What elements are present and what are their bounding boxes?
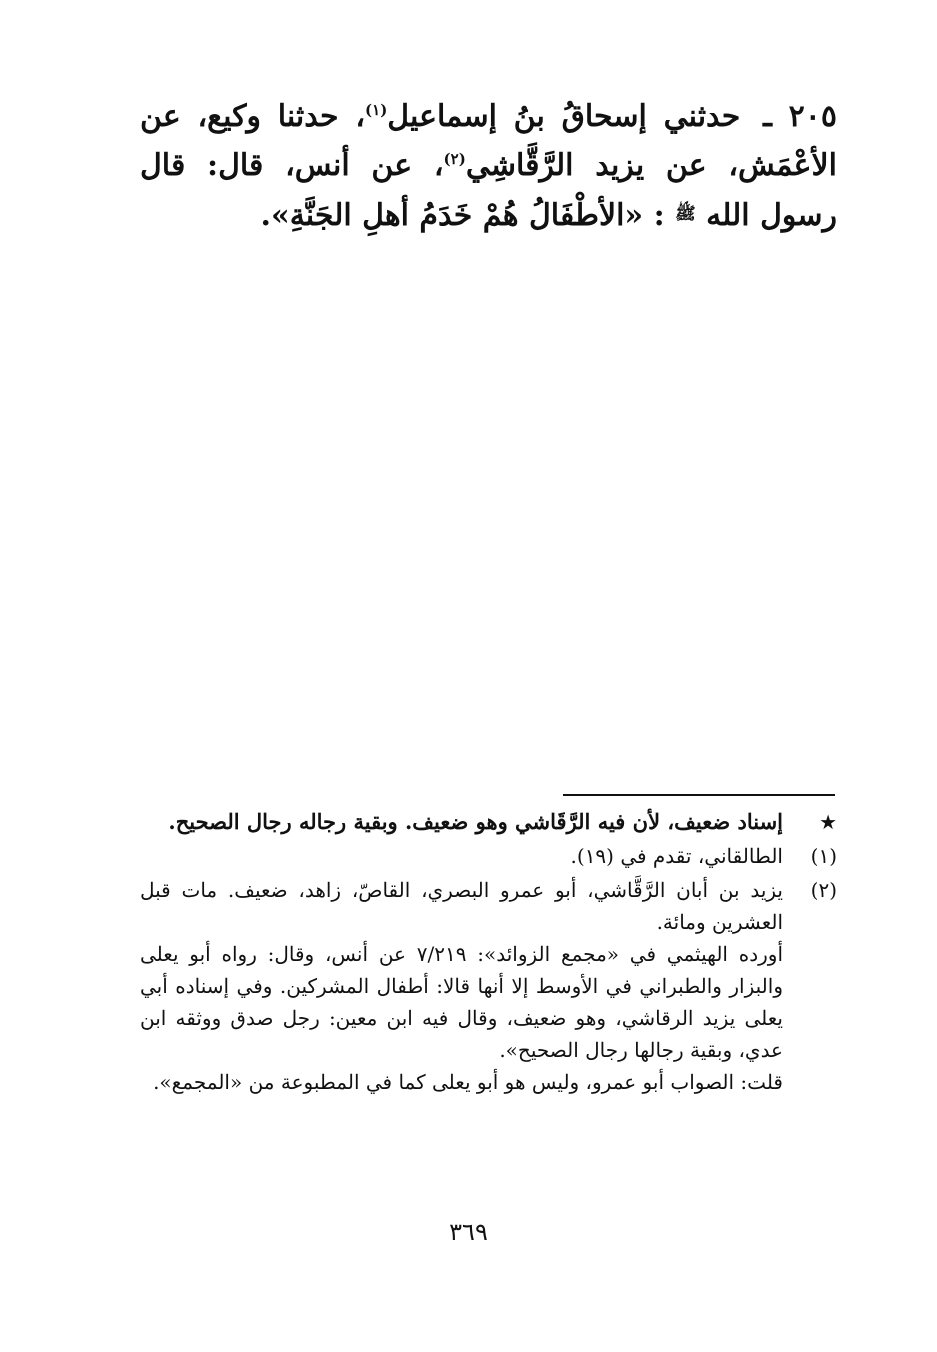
footnote-2-paragraph-3: قلت: الصواب أبو عمرو، وليس هو أبو يعلى كما في المطبوعة من «المجمع». — [153, 1070, 783, 1094]
salawat-glyph: ﷺ — [675, 204, 696, 224]
footnote-2-text: يزيد بن أبان الرَّقَّاشي، أبو عمرو البصري، القاصّ، زاهد، ضعيف. مات قبل العشرين ومائة. — [140, 878, 783, 934]
hadith-number: ٢٠٥ ـ — [763, 99, 838, 134]
footnote-1 — [140, 840, 837, 872]
star-icon: ★ — [819, 810, 837, 834]
grading-note — [140, 806, 837, 838]
page-number: ٣٦٩ — [449, 1218, 488, 1246]
footnote-2-paragraph-2: أورده الهيثمي في «مجمع الزوائد»: ٧/٢١٩ عن أنس، وقال: رواه أبو يعلى والبزار والطبراني في الأوسط إلا أنها قالا: أطفال المشركين. وفي إسناده أبي يعلى يزيد الرقاشي، وهو ضعيف، وقال فيه ابن معين: رجل صدق ووثقه ابن عدي، وبقية رجالها رجال الصحيح». — [140, 942, 784, 1062]
footnote-2-marker: (٢) — [810, 878, 837, 902]
footnote-1-text: الطالقاني، تقدم في (١٩). — [570, 844, 783, 868]
footnote-1-marker: (١) — [810, 844, 837, 868]
footnote-divider — [563, 794, 835, 796]
hadith-line-1: ٢٠٥ ـ حدثني إسحاقُ بنُ إسماعيل$^{(١)}$، حدثنا وكيع، عن — [140, 99, 838, 134]
footnote-ref-2[interactable]: (٢) — [443, 150, 466, 168]
footnotes-section — [140, 806, 837, 1100]
hadith-line-2: الأعْمَش، عن يزيد الرَّقَّاشِي$^{(٢)}$، عن أنس، قال: قال — [140, 148, 837, 183]
hadith-text — [140, 92, 837, 240]
footnote-2 — [140, 874, 837, 1098]
hadith-line-3: رسول الله $^ﷺ$ : «الأطْفَالُ هُمْ خَدَمُ أهلِ الجَنَّةِ». — [260, 198, 837, 233]
footnote-ref-1[interactable]: (١) — [365, 101, 388, 119]
grading-text: إسناد ضعيف، لأن فيه الرَّقَاشي وهو ضعيف. وبقية رجاله رجال الصحيح. — [168, 809, 783, 834]
